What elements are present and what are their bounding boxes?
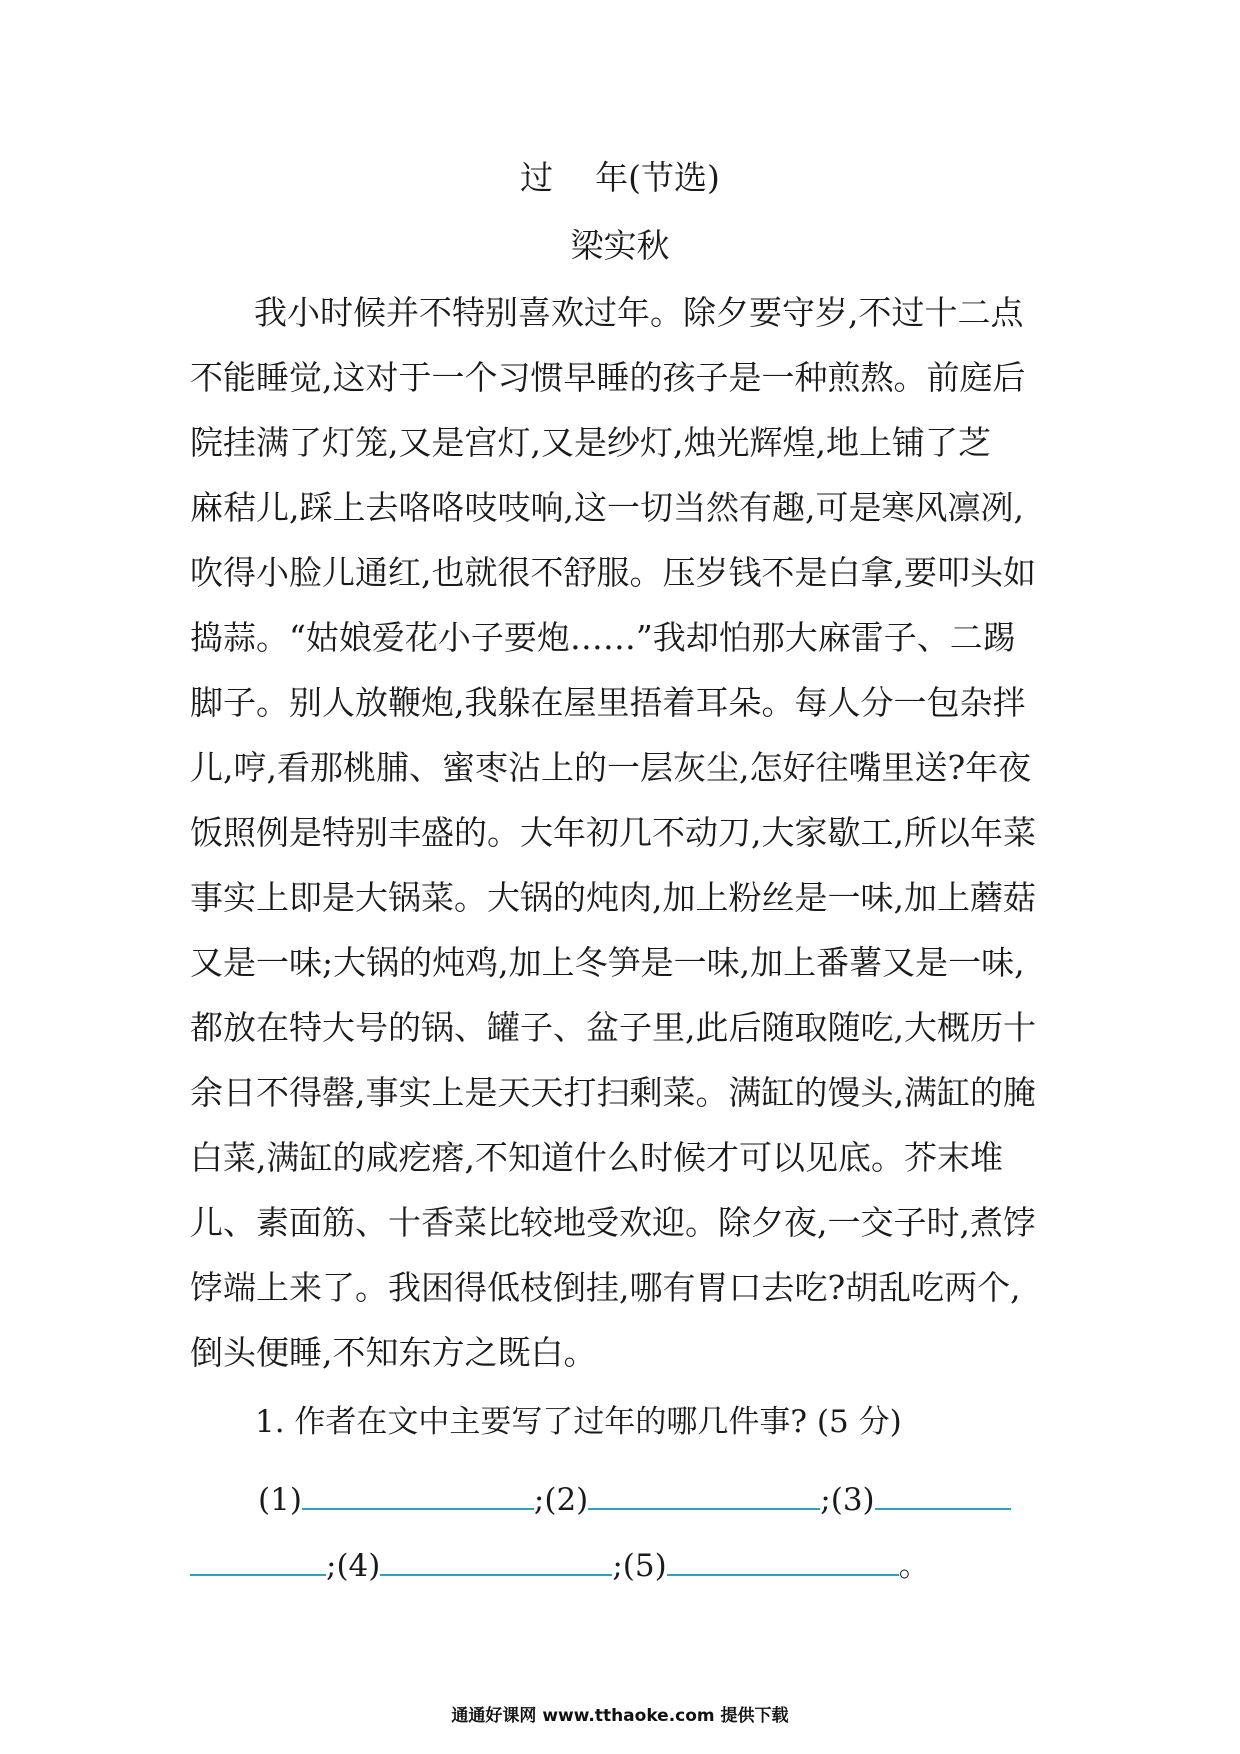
- passage-line: 白菜,满缸的咸疙瘩,不知道什么时候才可以见底。芥末堆: [190, 1138, 1003, 1177]
- passage-line: 饭照例是特别丰盛的。大年初几不动刀,大家歇工,所以年菜: [190, 813, 1036, 852]
- author-name: 梁实秋: [570, 226, 670, 265]
- answer-row-2: [190, 1540, 1090, 1589]
- passage-line: 又是一味;大锅的炖鸡,加上冬笋是一味,加上番薯又是一味,: [190, 943, 1025, 982]
- answer-label-3: ;(3): [820, 1482, 875, 1518]
- passage-line: 饽端上来了。我困得低枝倒挂,哪有胃口去吃?胡乱吃两个,: [190, 1268, 1021, 1307]
- passage-line: 我小时候并不特别喜欢过年。除夕要守岁,不过十二点: [254, 293, 1024, 332]
- passage-line: 院挂满了灯笼,又是宫灯,又是纱灯,烛光辉煌,地上铺了芝: [190, 423, 991, 462]
- answer-blank-3-continued[interactable]: [190, 1540, 326, 1576]
- answer-label-4: ;(4): [326, 1548, 381, 1584]
- passage-line: 余日不得罄,事实上是天天打扫剩菜。满缸的馒头,满缸的腌: [190, 1073, 1036, 1112]
- question-1: 1. 作者在文中主要写了过年的哪几件事? (5 分): [255, 1404, 902, 1440]
- answer-blank-4[interactable]: [380, 1540, 612, 1576]
- passage: [190, 290, 1090, 1395]
- answer-blank-3[interactable]: [875, 1474, 1011, 1510]
- passage-line: 倒头便睡,不知东方之既白。: [190, 1333, 597, 1372]
- passage-line: 脚子。别人放鞭炮,我躲在屋里捂着耳朵。每人分一包杂拌: [190, 683, 1026, 722]
- footer-credit: 通通好课网 www.tthaoke.com 提供下载: [451, 1706, 789, 1726]
- passage-line: 捣蒜。“姑娘爱花小子要炮……”我却怕那大麻雷子、二踢: [190, 618, 1016, 657]
- answer-blank-2[interactable]: [588, 1474, 820, 1510]
- passage-line: 不能睡觉,这对于一个习惯早睡的孩子是一种煎熬。前庭后: [190, 358, 1026, 397]
- passage-line: 儿、素面筋、十香菜比较地受欢迎。除夕夜,一交子时,煮饽: [190, 1203, 1036, 1242]
- passage-line: 事实上即是大锅菜。大锅的炖肉,加上粉丝是一味,加上蘑菇: [190, 878, 1036, 917]
- document-title: 过 年(节选): [520, 158, 720, 197]
- answer-blank-5[interactable]: [667, 1540, 899, 1576]
- end-mark: 。: [898, 1548, 930, 1584]
- passage-line: 麻秸儿,踩上去咯咯吱吱响,这一切当然有趣,可是寒风凛冽,: [190, 488, 1024, 527]
- passage-line: 儿,哼,看那桃脯、蜜枣沾上的一层灰尘,怎好往嘴里送?年夜: [190, 748, 1032, 787]
- passage-line: 吹得小脸儿通红,也就很不舒服。压岁钱不是白拿,要叩头如: [190, 553, 1036, 592]
- answer-row-1: [258, 1474, 1158, 1523]
- answer-blank-1[interactable]: [302, 1474, 534, 1510]
- answer-label-2: ;(2): [533, 1482, 589, 1518]
- answer-label-5: ;(5): [612, 1548, 667, 1584]
- answer-label-1: (1): [258, 1482, 302, 1518]
- passage-line: 都放在特大号的锅、罐子、盆子里,此后随取随吃,大概历十: [190, 1008, 1036, 1047]
